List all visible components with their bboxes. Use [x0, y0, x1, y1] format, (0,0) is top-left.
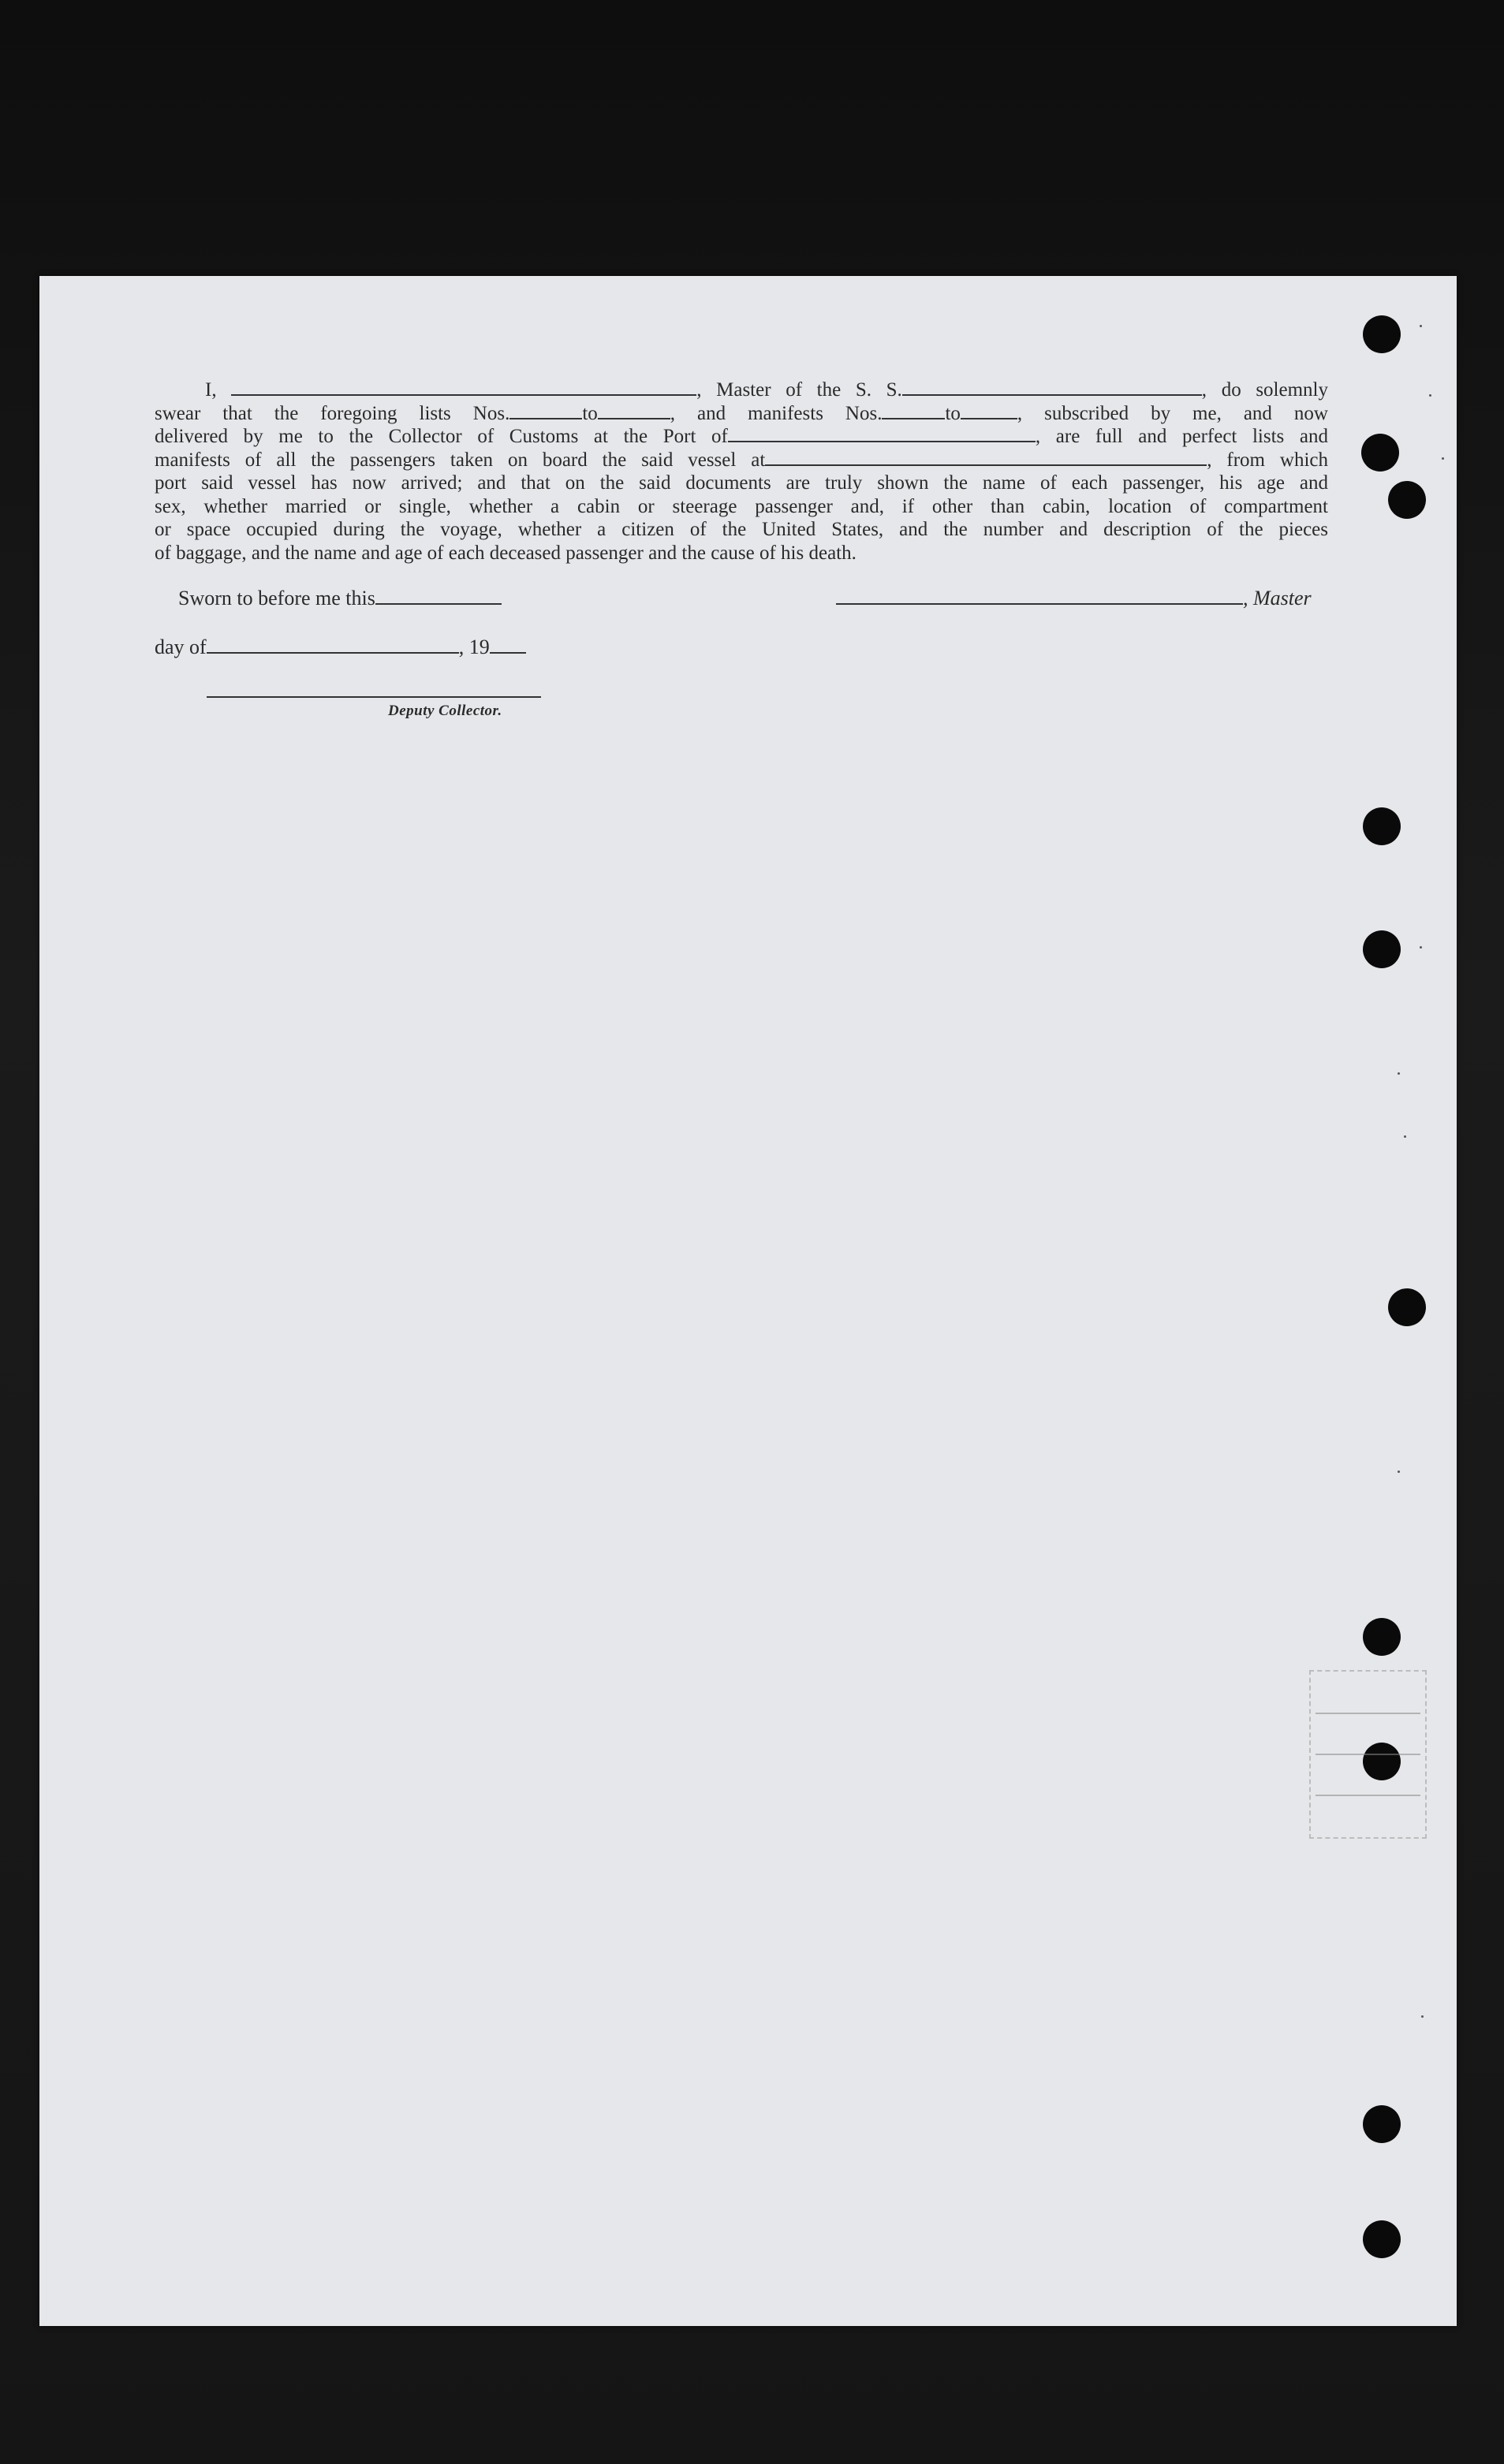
oath-text: , do solemnly	[1201, 379, 1328, 401]
master-oath-paragraph	[155, 378, 1328, 565]
punch-hole	[1363, 2105, 1401, 2143]
speck	[1398, 1471, 1400, 1473]
departure-port-blank	[765, 450, 1207, 466]
lists-to-blank	[598, 404, 670, 419]
punch-hole	[1363, 2220, 1401, 2258]
year-blank	[490, 638, 526, 654]
manifests-from-blank	[882, 404, 945, 419]
oath-text: delivered by me to the Collector of Customs at the Port of	[155, 426, 728, 447]
oath-text: I,	[205, 379, 217, 401]
punch-hole	[1388, 481, 1426, 519]
manifests-to-blank	[961, 404, 1017, 419]
oath-line-3	[155, 425, 1328, 449]
oath-line-1	[155, 378, 1328, 402]
ship-name-blank	[902, 380, 1202, 396]
oath-text: swear that the foregoing lists Nos.	[155, 402, 510, 424]
oath-text: , subscribed by me, and now	[1017, 402, 1328, 424]
punch-hole	[1363, 1618, 1401, 1656]
speck	[1420, 325, 1422, 327]
punch-hole	[1363, 930, 1401, 968]
sworn-day-blank	[375, 589, 502, 605]
manifest-back-page	[39, 276, 1457, 2326]
oath-text: , are full and perfect lists and	[1035, 426, 1329, 447]
punch-hole	[1388, 1288, 1426, 1326]
speck	[1404, 1135, 1406, 1138]
speck	[1442, 457, 1444, 460]
master-label: , Master	[1243, 587, 1312, 609]
oath-text: to	[945, 402, 961, 424]
oath-text: manifests of all the passengers taken on board the said vessel at	[155, 449, 766, 471]
master-signature-blank	[836, 589, 1243, 605]
faded-stamp	[1309, 1670, 1427, 1839]
oath-line-2	[155, 402, 1328, 426]
oath-text: , from which	[1207, 449, 1328, 471]
sworn-line	[178, 587, 502, 610]
year-prefix-text: , 19	[458, 636, 490, 658]
oath-text: , Master of the S. S.	[696, 379, 902, 401]
oath-line-5: port said vessel has now arrived; and that on the said documents are truly shown the name of each passenger, his age and	[155, 472, 1328, 494]
speck	[1398, 1072, 1400, 1075]
oath-text: to	[582, 402, 598, 424]
punch-hole	[1363, 807, 1401, 845]
speck	[1420, 946, 1422, 949]
day-of-text: day of	[155, 636, 207, 658]
punch-hole	[1361, 434, 1399, 472]
lists-from-blank	[509, 404, 582, 419]
sworn-text: Sworn to before me this	[178, 587, 375, 609]
deputy-signature-rule	[207, 696, 541, 698]
oath-line-4	[155, 449, 1328, 472]
speck	[1421, 2015, 1424, 2018]
deputy-collector-caption: Deputy Collector.	[388, 703, 502, 719]
punch-hole	[1363, 315, 1401, 353]
oath-line-7: or space occupied during the voyage, whether a citizen of the United States, and the number and description of the pieces	[155, 519, 1328, 540]
port-blank	[728, 427, 1036, 442]
master-signature-line	[836, 587, 1312, 610]
month-blank	[207, 638, 459, 654]
oath-line-8: of baggage, and the name and age of each deceased passenger and the cause of his death.	[155, 542, 856, 564]
oath-line-6: sex, whether married or single, whether a cabin or steerage passenger and, if other than cabin, location of compartment	[155, 495, 1328, 517]
master-name-blank	[231, 380, 696, 396]
day-of-line	[155, 636, 526, 659]
oath-text: , and manifests Nos.	[670, 402, 883, 424]
speck	[1429, 394, 1431, 397]
